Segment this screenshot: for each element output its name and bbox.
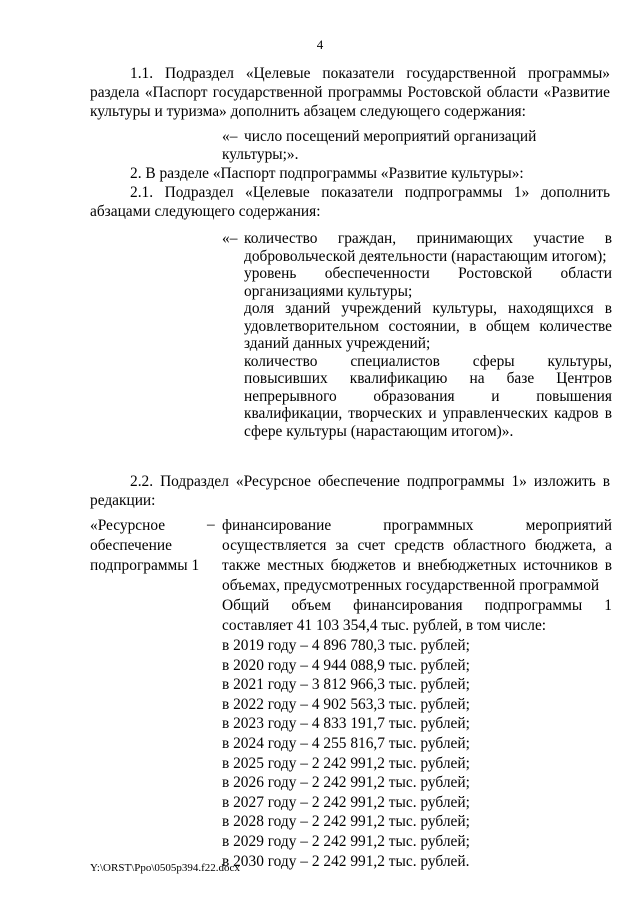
list-items <box>244 230 612 440</box>
resource-total: Общий объем финансирования подпрограммы 1 составляет 41 103 354,4 тыс. рублей, в том числе: <box>222 597 612 634</box>
year-row: в 2028 году – 2 242 991,2 тыс. рублей; <box>222 813 470 831</box>
list-item: количество граждан, принимающих участие в добровольческой деятельности (нарастающим итогом); <box>244 230 612 265</box>
list-item: количество специалистов сферы культуры, повысивших квалификацию на базе Центров непрерывного образования и повышения квалификации, творческих и управленческих кадров в сфере культуры (нарастающим итогом)». <box>244 352 612 440</box>
year-row: в 2030 году – 2 242 991,2 тыс. рублей. <box>222 852 470 870</box>
year-row: в 2020 году – 4 944 088,9 тыс. рублей; <box>222 656 470 674</box>
year-row: в 2027 году – 2 242 991,2 тыс. рублей; <box>222 793 470 811</box>
year-row: в 2019 году – 4 896 780,3 тыс. рублей; <box>222 637 470 654</box>
list-item: доля зданий учреждений культуры, находящихся в удовлетворительном состоянии, в общем количестве зданий данных учреждений; <box>244 300 612 352</box>
quote-open-dash: «– <box>222 128 238 145</box>
year-row: в 2022 году – 4 902 563,3 тыс. рублей; <box>222 695 470 713</box>
year-row: в 2021 году – 3 812 966,3 тыс. рублей; <box>222 676 470 694</box>
file-path-footer: Y:\ORST\Ppo\0505p394.f22.docx <box>90 862 240 874</box>
page-number: 4 <box>316 37 324 52</box>
paragraph-2-1: 2.1. Подраздел «Целевые показатели подпрограммы 1» дополнить абзацами следующего содержания: <box>90 184 610 220</box>
list-open-dash: «– <box>222 230 238 247</box>
paragraph-2-2: 2.2. Подраздел «Ресурсное обеспечение подпрограммы 1» изложить в редакции: <box>90 473 610 509</box>
resource-label: «Ресурсное обеспечение подпрограммы 1 <box>90 517 200 574</box>
paragraph-2: 2. В разделе «Паспорт подпрограммы «Развитие культуры»: <box>130 165 524 182</box>
resource-dash: – <box>207 516 215 533</box>
year-row: в 2026 году – 2 242 991,2 тыс. рублей; <box>222 774 470 792</box>
resource-content <box>222 516 612 871</box>
resource-intro: финансирование программных мероприятий осуществляется за счет средств областного бюджета, а также местных бюджетов и внебюджетных источников в объемах, предусмотренных государственной программой <box>222 517 612 594</box>
list-item: уровень обеспеченности Ростовской области организациями культуры; <box>244 265 612 300</box>
quoted-addition <box>222 128 612 164</box>
resource-years <box>222 636 612 871</box>
year-row: в 2024 году – 4 255 816,7 тыс. рублей; <box>222 734 470 752</box>
year-row: в 2025 году – 2 242 991,2 тыс. рублей; <box>222 754 470 772</box>
year-row: в 2029 году – 2 242 991,2 тыс. рублей; <box>222 832 470 850</box>
quoted-addition-text: число посещений мероприятий организаций культуры;». <box>222 128 537 163</box>
paragraph-1-1: 1.1. Подраздел «Целевые показатели государственной программы» раздела «Паспорт государственной программы Ростовской области «Развитие культуры и туризма» дополнить абзацем следующего содержания: <box>90 65 610 120</box>
year-row: в 2023 году – 4 833 191,7 тыс. рублей; <box>222 715 470 733</box>
